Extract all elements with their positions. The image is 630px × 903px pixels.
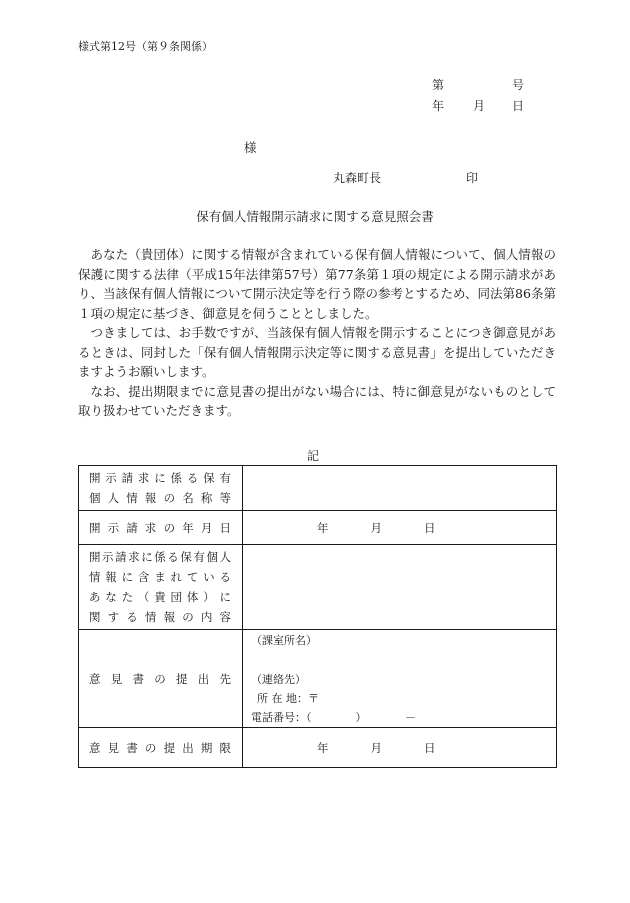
label-line: 開示請求に係る保有 [89, 471, 232, 485]
row-submission-destination [79, 630, 557, 728]
value-document-name[interactable] [243, 466, 557, 511]
row-info-content [79, 545, 557, 630]
label-line: 情報に含まれている [89, 570, 232, 584]
request-date-day: 日 [424, 520, 436, 535]
label-request-date: 開示請求の年月日 [79, 511, 243, 545]
row-submission-deadline [79, 728, 557, 768]
document-number-prefix: 第 [432, 78, 445, 92]
detail-table [78, 465, 557, 768]
label-submission-destination: 意見書の提出先 [79, 630, 243, 728]
seal-mark: 印 [466, 171, 479, 185]
body-paragraph-3: なお、提出期限までに意見書の提出がない場合には、特に御意見がないものとして取り扱わせていただきます。 [78, 383, 556, 418]
section-name: （課室所名） [251, 633, 317, 647]
label-line: 個人情報の名称等 [89, 491, 232, 505]
value-request-date[interactable] [243, 511, 557, 545]
phone-line: 電話番号：（ ） － [251, 710, 416, 724]
sender-name: 丸森町長 [333, 171, 382, 185]
document-title: 保有個人情報開示請求に関する意見照会書 [196, 209, 434, 224]
issue-date-day: 日 [512, 99, 525, 113]
request-date-month: 月 [370, 520, 382, 535]
deadline-day: 日 [424, 740, 436, 755]
label-line: 開示請求に係る保有個人 [89, 550, 232, 564]
body-paragraph-2: つきましては、お手数ですが、当該保有個人情報を開示することにつき御意見があるときは、同封した「保有個人情報開示決定等に関する意見書」を提出していただきますようお願いします。 [78, 325, 556, 379]
body-text [78, 245, 556, 421]
document-number-suffix: 号 [512, 78, 525, 92]
label-line: 関する情報の内容 [89, 610, 232, 624]
issue-date-month: 月 [473, 99, 486, 113]
form-number: 様式第12号（第９条関係） [78, 40, 213, 53]
value-info-content[interactable] [243, 545, 557, 630]
address-line: 所 在 地：〒 [257, 691, 319, 705]
row-request-date [79, 511, 557, 545]
contact-heading: （連絡先） [251, 672, 306, 686]
addressee-honorific: 様 [244, 140, 257, 155]
label-submission-deadline: 意見書の提出期限 [79, 728, 243, 768]
deadline-month: 月 [370, 740, 382, 755]
value-submission-deadline[interactable] [243, 728, 557, 768]
deadline-year: 年 [317, 740, 329, 755]
body-paragraph-1: あなた（貴団体）に関する情報が含まれている保有個人情報について、個人情報の保護に関する法律（平成15年法律第57号）第77条第１項の規定による開示請求があり、当該保有個人情報について開示決定等を行う際の参考とするため、同法第86条第１項の規定に基づき、御意見を伺うこととしました。 [78, 247, 556, 321]
ki-heading: 記 [307, 449, 320, 463]
request-date-year: 年 [317, 520, 329, 535]
label-line: あなた（貴団体）に [89, 590, 232, 604]
label-info-content [79, 545, 243, 630]
label-document-name [79, 466, 243, 511]
value-submission-destination[interactable] [243, 630, 557, 728]
row-document-name [79, 466, 557, 511]
issue-date-year: 年 [432, 99, 445, 113]
